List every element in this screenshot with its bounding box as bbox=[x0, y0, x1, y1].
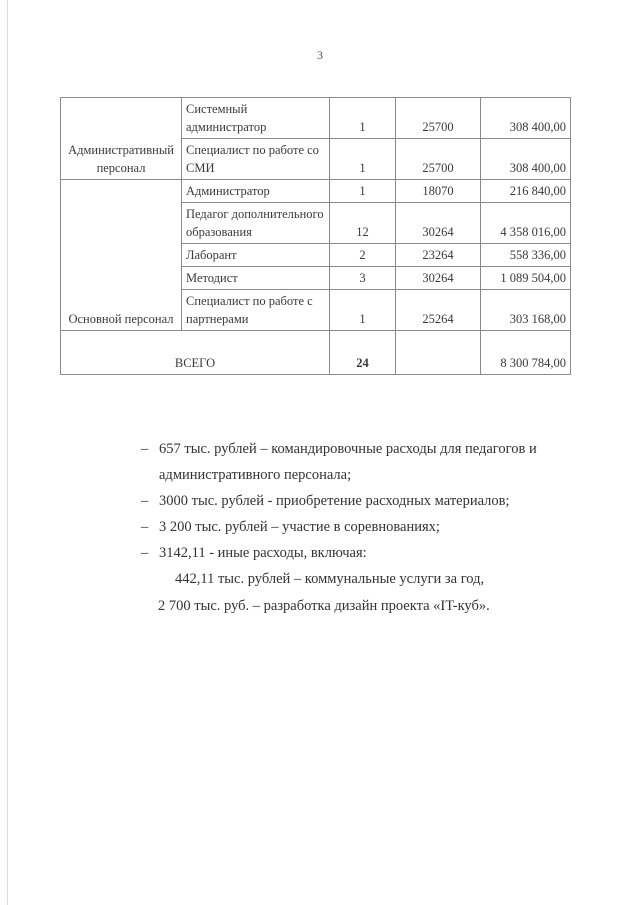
position-cell: Лаборант bbox=[182, 244, 330, 267]
group-cell: Основной персонал bbox=[61, 180, 182, 331]
total-cell: 558 336,00 bbox=[481, 244, 571, 267]
salary-cell: 23264 bbox=[396, 244, 481, 267]
salary-cell: 25264 bbox=[396, 290, 481, 331]
total-cell: 216 840,00 bbox=[481, 180, 571, 203]
total-cell: 308 400,00 bbox=[481, 139, 571, 180]
total-cell: 1 089 504,00 bbox=[481, 267, 571, 290]
sub-item-utilities: 442,11 тыс. рублей – коммунальные услуги за год, bbox=[175, 571, 485, 587]
list-item: – 3 200 тыс. рублей – участие в соревнованиях; bbox=[145, 514, 585, 540]
staff-table bbox=[60, 97, 571, 375]
qty-cell: 2 bbox=[330, 244, 396, 267]
page-edge-line bbox=[7, 0, 8, 905]
grand-total: 8 300 784,00 bbox=[481, 331, 571, 375]
qty-cell: 1 bbox=[330, 98, 396, 139]
list-item: – 3000 тыс. рублей - приобретение расходных материалов; bbox=[145, 488, 585, 514]
group-cell: Административный персонал bbox=[61, 98, 182, 180]
table-total-row bbox=[61, 331, 571, 375]
total-cell: 308 400,00 bbox=[481, 98, 571, 139]
qty-cell: 3 bbox=[330, 267, 396, 290]
page-number: 3 bbox=[317, 48, 323, 62]
position-cell: Специалист по работе со СМИ bbox=[182, 139, 330, 180]
expense-list bbox=[145, 436, 585, 566]
qty-cell: 1 bbox=[330, 290, 396, 331]
salary-cell: 25700 bbox=[396, 139, 481, 180]
position-cell: Системный администратор bbox=[182, 98, 330, 139]
position-cell: Педагог дополнительного образования bbox=[182, 203, 330, 244]
total-salary-empty bbox=[396, 331, 481, 375]
qty-cell: 1 bbox=[330, 139, 396, 180]
position-cell: Администратор bbox=[182, 180, 330, 203]
position-cell: Специалист по работе с партнерами bbox=[182, 290, 330, 331]
total-cell: 4 358 016,00 bbox=[481, 203, 571, 244]
qty-cell: 1 bbox=[330, 180, 396, 203]
salary-cell: 18070 bbox=[396, 180, 481, 203]
total-qty: 24 bbox=[330, 331, 396, 375]
position-cell: Методист bbox=[182, 267, 330, 290]
list-item: – 657 тыс. рублей – командировочные расходы для педагогов и административного персонала; bbox=[145, 436, 585, 488]
table-row bbox=[61, 98, 571, 139]
list-item: – 3142,11 - иные расходы, включая: bbox=[145, 540, 585, 566]
salary-cell: 25700 bbox=[396, 98, 481, 139]
sub-item-design: 2 700 тыс. руб. – разработка дизайн проекта «IT-куб». bbox=[158, 598, 490, 614]
total-label: ВСЕГО bbox=[61, 331, 330, 375]
table-row bbox=[61, 180, 571, 203]
total-cell: 303 168,00 bbox=[481, 290, 571, 331]
qty-cell: 12 bbox=[330, 203, 396, 244]
salary-cell: 30264 bbox=[396, 267, 481, 290]
salary-cell: 30264 bbox=[396, 203, 481, 244]
